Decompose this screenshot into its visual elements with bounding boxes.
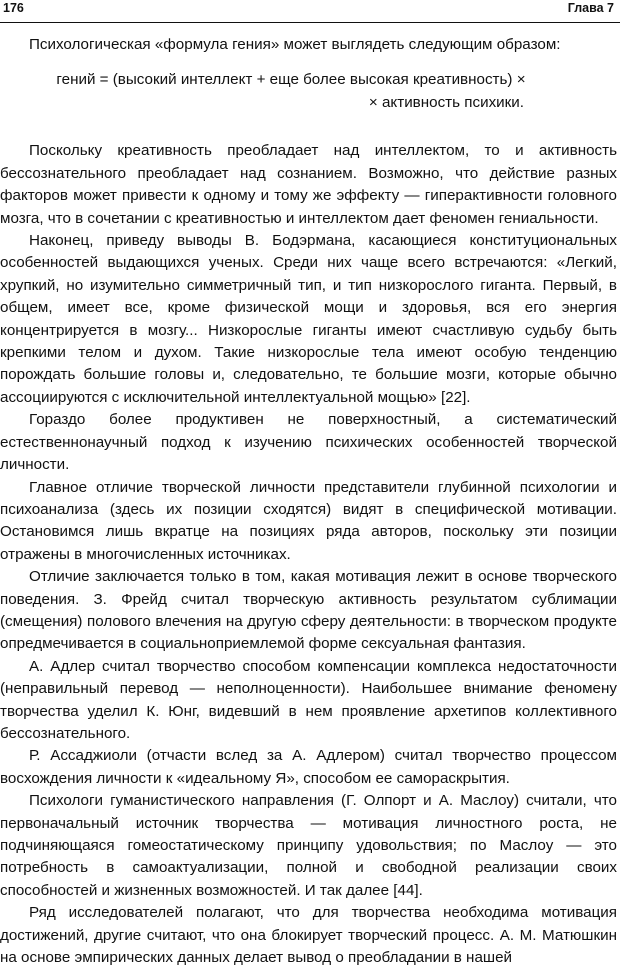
spacer: [0, 127, 617, 140]
paragraph: Р. Ассаджиоли (отчасти вслед за А. Адлером) считал творчество процессом восхождения личности к «идеальному Я», способом ее самораскрытия.: [0, 747, 617, 787]
chapter-title: Глава 7: [567, 1, 614, 15]
genius-formula: [0, 68, 617, 114]
paragraph: Отличие заключается только в том, какая мотивация лежит в основе творческого поведения. З. Фрейд считал творческую активность результатом сублимации (смещения) полового влечения на другую сферу деятельности: в творческом продукте опредмечивается в социальноприемлемой форме сексуальная фантазия.: [0, 568, 617, 653]
formula-line-2: × активность психики.: [368, 94, 524, 112]
paragraph: Поскольку креативность преобладает над интеллектом, то и активность бессознательного преобладает над сознанием. Возможно, что действие разных факторов может привести к одному и тому же эффекту — гиперактивности головного мозга, что в сочетании с креативностью и интеллектом дает феномен гениальности.: [0, 142, 617, 227]
page-number: 176: [3, 1, 24, 15]
paragraph: Психологи гуманистического направления (Г. Олпорт и А. Маслоу) считали, что первоначальный источник творчества — мотивация личностного роста, не подчиняющаяся гомеостатическому принципу удовольствия; по Маслоу — это потребность в самоактуализации, полной и свободной реализации своих способностей и жизненных возможностей. И так далее [44].: [0, 792, 617, 899]
formula-line-1: гений = (высокий интеллект + еще более высокая креативность) ×: [56, 71, 526, 89]
paragraph: Ряд исследователей полагают, что для творчества необходима мотивация достижений, другие считают, что она блокирует творческий процесс. А. М. Матюшкин на основе эмпирических данных делает вывод о преобладании в нашей: [0, 904, 617, 967]
paragraph: Наконец, приведу выводы В. Бодэрмана, касающиеся конституциональных особенностей выдающихся ученых. Среди них чаще всего встречаются: «Легкий, хрупкий, но изумительно симметричный тип, и тип низкорослого гиганта. Первый, в общем, имеет все, кроме физической мощи и здоровья, вся его энергия концентрируется в мозгу... Низкорослые гиганты имеют счастливую судьбу быть крепкими телом и духом. Такие низкорослые тела имеют особую тенденцию порождать большие головы и, следовательно, те большие мозги, которые обычно ассоциируются с исключительной интеллектуальной мощью» [22].: [0, 232, 617, 406]
paragraph: Главное отличие творческой личности представители глубинной психологии и психоанализа (здесь их позиции сходятся) видят в специфической мотивации. Остановимся лишь вкратце на позициях ряда авторов, поскольку эти позиции отражены в многочисленных источниках.: [0, 478, 617, 563]
running-header: [0, 0, 620, 23]
paragraph: А. Адлер считал творчество способом компенсации комплекса недостаточности (неправильный перевод — неполноценности). Наибольшее внимание феномену творчества уделил К. Юнг, видевший в нем проявление архетипов коллективного бессознательного.: [0, 657, 617, 742]
body-text: [0, 34, 617, 969]
paragraph: Гораздо более продуктивен не поверхностный, а систематический естественнонаучный подход к изучению психических особенностей творческой личности.: [0, 411, 617, 474]
intro-paragraph: Психологическая «формула гения» может выглядеть следующим образом:: [29, 36, 561, 53]
